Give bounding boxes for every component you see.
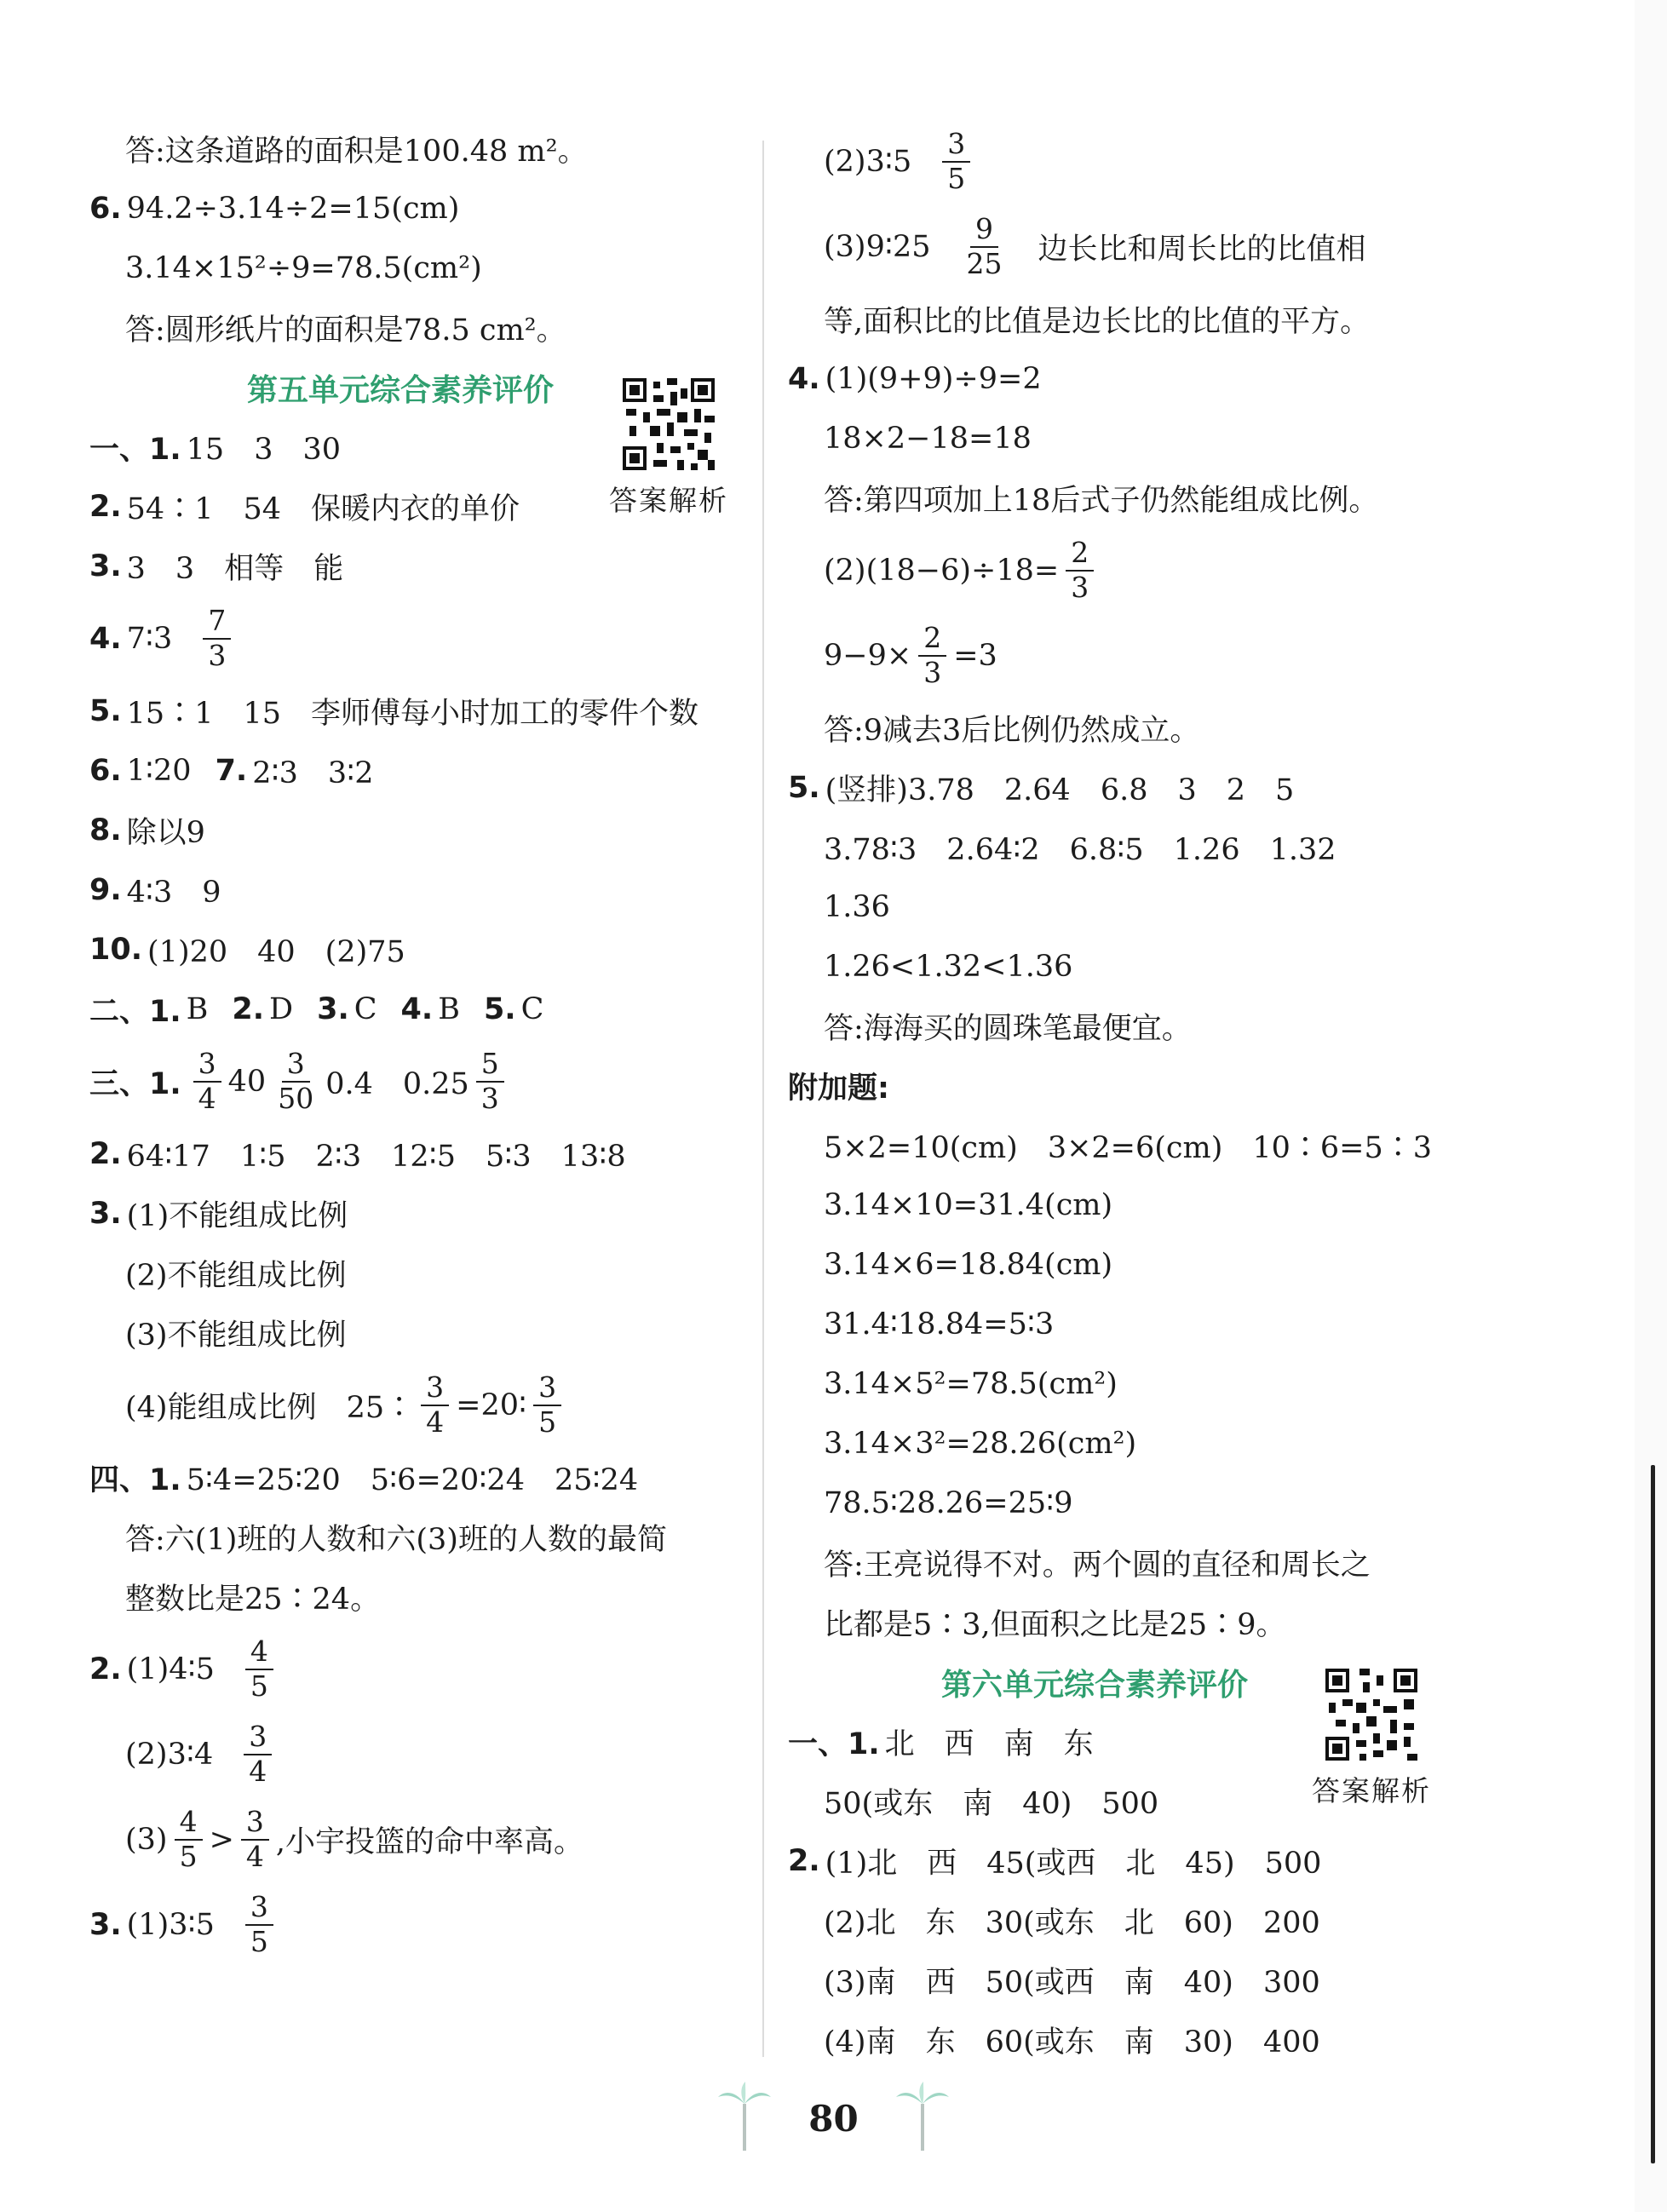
answer-line: (2)3∶4 $\frac{3}{4}$	[89, 1712, 737, 1797]
answer-line: 2. (1)北 西 45(或西 北 45) 500	[788, 1844, 1322, 1881]
section-6-title: 第六单元综合素养评价	[941, 1667, 1249, 1703]
answer-line: 3. (1)不能组成比例	[89, 1197, 348, 1233]
answer-line: 9. 4∶3 9	[89, 873, 221, 910]
answer-line: 5. (竖排)3.78 2.64 6.8 3 2 5	[788, 771, 1295, 807]
qr-code-answer-analysis-5[interactable]	[588, 375, 750, 519]
bonus-heading: 附加题:	[788, 1072, 889, 1106]
answer-line: 四、1. 5∶4=25∶20 5∶6=20∶24 25∶24	[89, 1463, 639, 1497]
answer-line: 3.14×15²÷9=78.5(cm²)	[125, 251, 482, 285]
answer-line: 4. 7∶3 $\frac{7}{3}$	[89, 596, 737, 681]
fraction: $\frac{3}{5}$	[942, 129, 970, 193]
answer-line: 1.26<1.32<1.36	[824, 950, 1073, 984]
fraction: $\frac{4}{5}$	[245, 1637, 273, 1701]
fraction: $\frac{5}{3}$	[476, 1049, 504, 1113]
answer-line: 答:9减去3后比例仍然成立。	[824, 714, 1200, 748]
answer-line: 答:第四项加上18后式子仍然能组成比例。	[824, 484, 1379, 518]
answer-line: 9−9× $\frac{2}{3}$ =3	[824, 621, 997, 689]
answer-line: 3.14×10=31.4(cm)	[824, 1188, 1113, 1222]
answer-line: (3)南 西 50(或西 南 40) 300	[824, 1966, 1320, 2000]
fraction: $\frac{2}{3}$	[918, 623, 946, 687]
answer-line: (2)3∶5 $\frac{3}{5}$	[788, 119, 1461, 204]
answer-line: (3) $\frac{4}{5}$ > $\frac{3}{4}$ ,小宇投篮的命中率高。	[125, 1805, 584, 1873]
answer-line: 2. 54∶1 54 保暖内衣的单价	[89, 490, 520, 526]
answer-line: 5. 15∶1 15 李师傅每小时加工的零件个数	[89, 694, 698, 731]
answer-line: (2)(18−6)÷18= $\frac{2}{3}$	[788, 528, 1461, 613]
answer-line: 4. (1)(9+9)÷9=2	[788, 362, 1042, 396]
page-number: 80	[808, 2097, 859, 2140]
answer-line: 50(或东 南 40) 500	[824, 1787, 1159, 1821]
fraction: $\frac{9}{25}$	[966, 212, 1003, 280]
fraction: $\frac{4}{5}$	[175, 1807, 203, 1871]
fraction: $\frac{7}{3}$	[203, 606, 231, 670]
answer-line: 18×2−18=18	[824, 422, 1032, 456]
answer-line: 2. (1)4∶5 $\frac{4}{5}$	[89, 1627, 737, 1712]
column-divider	[762, 141, 764, 2057]
palm-tree-icon	[893, 2078, 952, 2158]
answer-line: 10. (1)20 40 (2)75	[89, 933, 405, 969]
answer-line: 6. 94.2÷3.14÷2=15(cm)	[89, 192, 460, 226]
answer-line: 78.5∶28.26=25∶9	[824, 1486, 1073, 1520]
answer-line: 8. 除以9	[89, 813, 205, 850]
answer-line: 等,面积比的比值是边长比的比值的平方。	[824, 305, 1371, 339]
qr-code-answer-analysis-6[interactable]	[1290, 1665, 1452, 1809]
answer-line: 答:六(1)班的人数和六(3)班的人数的最简	[125, 1523, 667, 1557]
answer-line: 3.14×6=18.84(cm)	[824, 1248, 1113, 1282]
answer-line: 3.14×5²=78.5(cm²)	[824, 1367, 1118, 1401]
answer-line: 2. 64∶17 1∶5 2∶3 12∶5 5∶3 13∶8	[89, 1137, 626, 1174]
answer-line: (3)不能组成比例	[125, 1319, 347, 1353]
answer-line: 二、1. B 2. D 3. C 4. B 5. C	[89, 992, 544, 1029]
answer-line: 6. 1∶20 7. 2∶3 3∶2	[89, 754, 374, 790]
answer-line: 3.14×3²=28.26(cm²)	[824, 1427, 1137, 1461]
answer-line: 答:圆形纸片的面积是78.5 cm²。	[125, 313, 566, 348]
answer-line: 3. 3 3 相等 能	[89, 549, 344, 586]
qr-label: 答案解析	[609, 484, 728, 517]
answer-line: 答:海海买的圆珠笔最便宜。	[824, 1012, 1192, 1046]
answer-line: 一、1. 北 西 南 东	[788, 1727, 1094, 1761]
fraction: $\frac{2}{3}$	[1066, 538, 1094, 602]
answer-line: 三、1. $\frac{3}{4}$ 40 $\frac{3}{50}$ 0.4 0.25 $\frac{5}{3}$	[89, 1039, 737, 1124]
answer-line: 答:这条道路的面积是100.48 m²。	[125, 135, 588, 169]
palm-tree-icon	[715, 2078, 774, 2158]
answer-line: 3. (1)3∶5 $\frac{3}{5}$	[89, 1882, 737, 1968]
answer-line: (2)不能组成比例	[125, 1259, 347, 1293]
page-footer	[0, 2078, 1667, 2158]
answer-line: 3.78∶3 2.64∶2 6.8∶5 1.26 1.32	[824, 833, 1336, 867]
answer-line: 5×2=10(cm) 3×2=6(cm) 10∶6=5∶3	[824, 1131, 1433, 1165]
fraction: $\frac{3}{4}$	[421, 1373, 449, 1437]
qr-label: 答案解析	[1312, 1774, 1431, 1807]
answer-line: 1.36	[824, 890, 890, 924]
qr-code-icon	[1322, 1665, 1421, 1764]
answer-line: (3)9∶25 $\frac{9}{25}$ 边长比和周长比的比值相	[824, 212, 1366, 280]
binding-mark	[1651, 1465, 1655, 2163]
page-edge	[1635, 0, 1667, 2212]
answer-line: (4)能组成比例 25∶ $\frac{3}{4}$ =20∶ $\frac{3}{5}$	[89, 1363, 737, 1448]
fraction: $\frac{3}{4}$	[241, 1807, 269, 1871]
section-5-title: 第五单元综合素养评价	[247, 372, 555, 408]
fraction: $\frac{3}{4}$	[193, 1049, 221, 1113]
answer-line: 31.4∶18.84=5∶3	[824, 1307, 1055, 1342]
answer-line: 整数比是25∶24。	[125, 1583, 381, 1617]
answer-line: (2)北 东 30(或东 北 60) 200	[824, 1906, 1320, 1940]
answer-line: (4)南 东 60(或东 南 30) 400	[824, 2025, 1320, 2060]
fraction: $\frac{3}{50}$	[278, 1047, 314, 1115]
fraction: $\frac{3}{5}$	[245, 1893, 273, 1956]
fraction: $\frac{3}{4}$	[244, 1722, 272, 1786]
fraction: $\frac{3}{5}$	[533, 1373, 561, 1437]
answer-line: 比都是5∶3,但面积之比是25∶9。	[824, 1608, 1286, 1642]
qr-code-icon	[619, 375, 718, 474]
answer-line: 一、1. 15 3 30	[89, 433, 341, 467]
answer-line: 答:王亮说得不对。两个圆的直径和周长之	[824, 1548, 1371, 1583]
